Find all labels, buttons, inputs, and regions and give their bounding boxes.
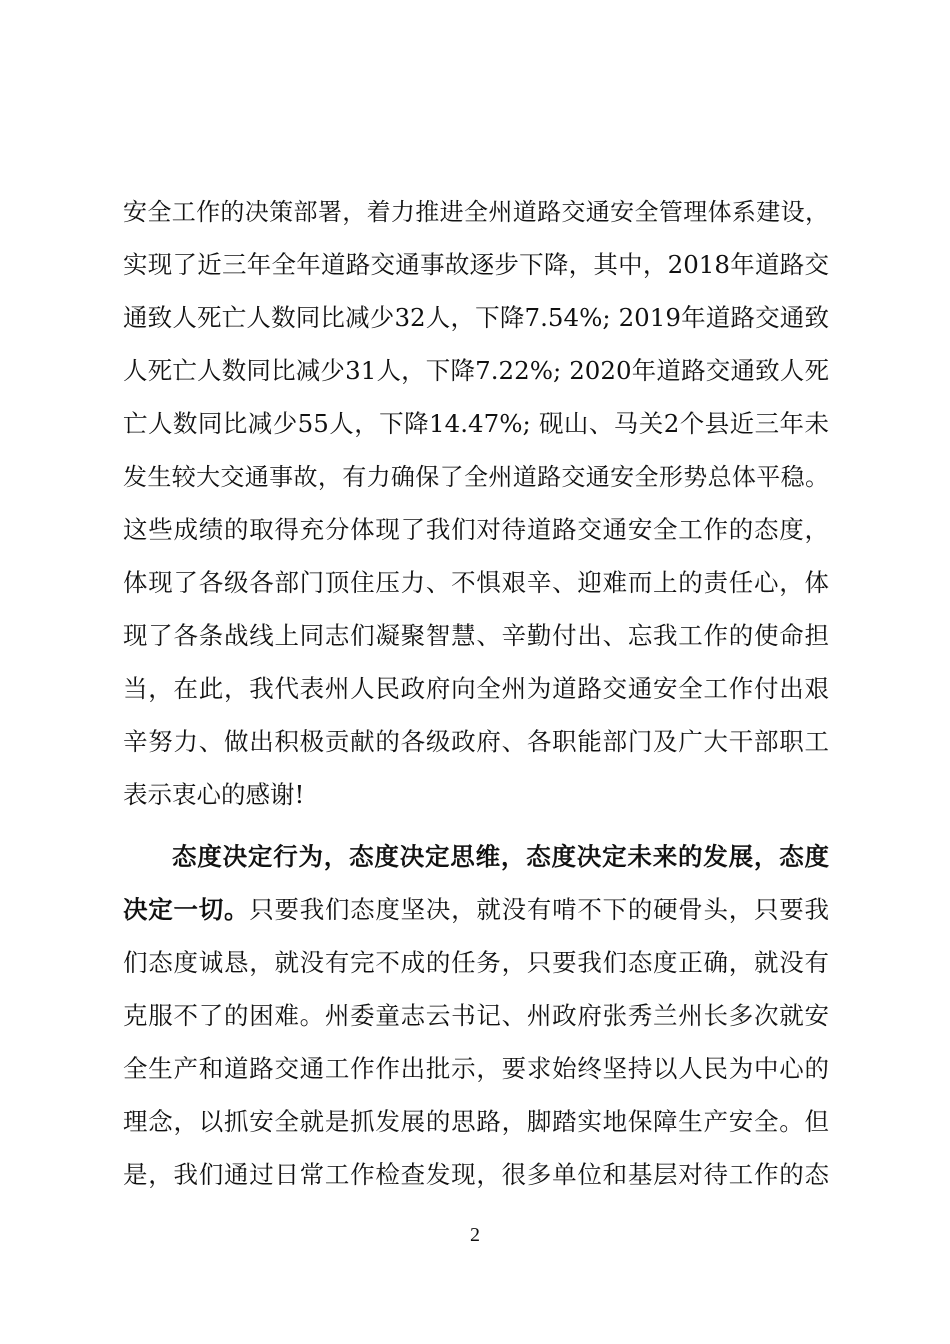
paragraph-2-line-7: 是，我们通过日常工作检查发现，很多单位和基层对待工作的态 [123,1160,829,1189]
paragraph-2-line-2-rest: 只要我们态度坚决，就没有啃不下的硬骨头，只要我 [249,895,830,924]
paragraph-1-line-7: 这些成绩的取得充分体现了我们对待道路交通安全工作的态度， [123,515,829,544]
paragraph-1-line-12: 表示衷心的感谢! [123,780,305,809]
paragraph-2-line-2 [123,895,829,925]
page-number: 2 [470,1224,480,1246]
paragraph-2-line-3: 们态度诚恳，就没有完不成的任务，只要我们态度正确，就没有 [123,948,829,977]
paragraph-1-line-8: 体现了各级各部门顶住压力、不惧艰辛、迎难而上的责任心，体 [123,568,829,597]
paragraph-2-line-1: 态度决定行为，态度决定思维，态度决定未来的发展，态度 [172,842,829,871]
paragraph-2-line-4: 克服不了的困难。州委童志云书记、州政府张秀兰州长多次就安 [123,1001,829,1030]
paragraph-1-line-5: 亡人数同比减少55人，下降14.47%; 砚山、马关2个县近三年未 [123,409,829,438]
paragraph-1-line-1: 安全工作的决策部署，着力推进全州道路交通安全管理体系建设， [123,198,829,226]
paragraph-2-bold-phrase: 决定一切。 [123,895,250,924]
paragraph-1-line-2: 实现了近三年全年道路交通事故逐步下降，其中，2018年道路交 [123,250,829,279]
paragraph-1-line-6: 发生较大交通事故，有力确保了全州道路交通安全形势总体平稳。 [123,463,829,491]
paragraph-1-line-11: 辛努力、做出积极贡献的各级政府、各职能部门及广大干部职工 [123,727,829,756]
paragraph-2-line-6: 理念，以抓安全就是抓发展的思路，脚踏实地保障生产安全。但 [123,1107,829,1136]
paragraph-1-line-3: 通致人死亡人数同比减少32人，下降7.54%; 2019年道路交通致 [123,303,829,332]
paragraph-1-line-4: 人死亡人数同比减少31人，下降7.22%; 2020年道路交通致人死 [123,356,829,385]
paragraph-1-line-10: 当，在此，我代表州人民政府向全州为道路交通安全工作付出艰 [123,674,829,703]
paragraph-1-line-9: 现了各条战线上同志们凝聚智慧、辛勤付出、忘我工作的使命担 [123,621,829,650]
paragraph-2-line-5: 全生产和道路交通工作作出批示，要求始终坚持以人民为中心的 [123,1054,829,1083]
